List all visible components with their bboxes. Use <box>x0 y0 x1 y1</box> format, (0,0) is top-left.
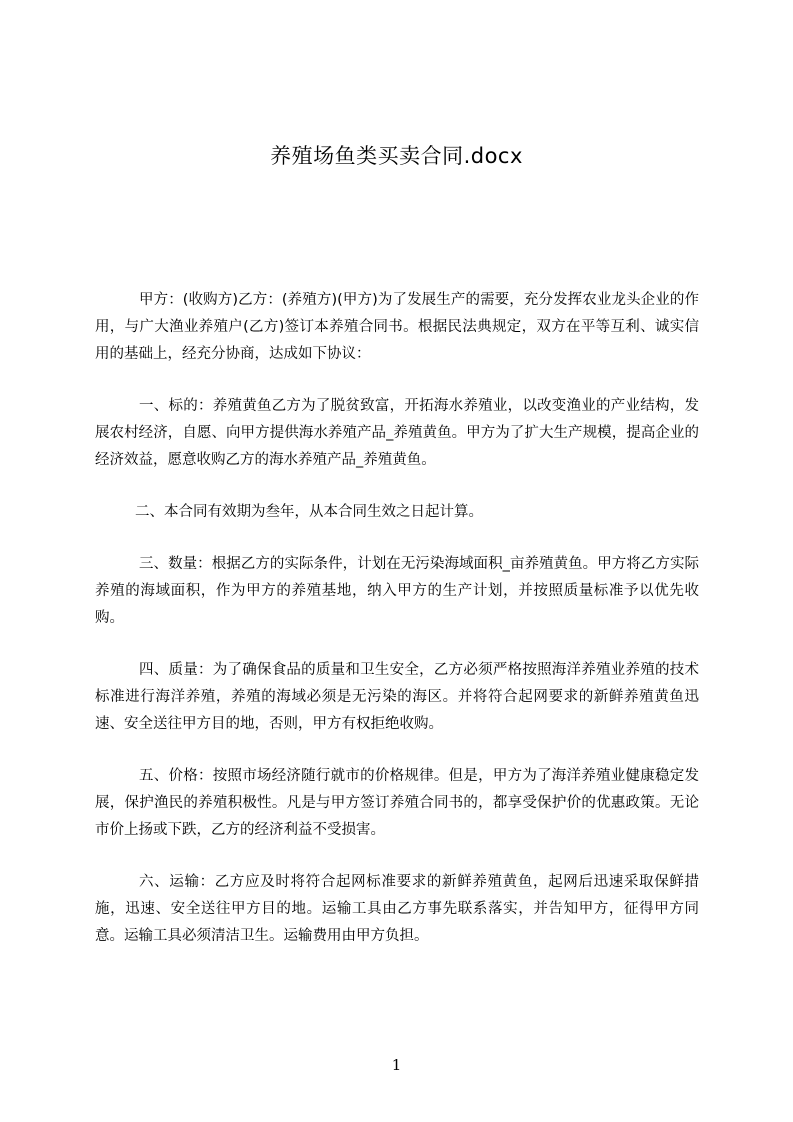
paragraph-term: 二、本合同有效期为叁年，从本合同生效之日起计算。 <box>135 504 483 520</box>
paragraph-price: 五、价格：按照市场经济随行就市的价格规律。但是，甲方为了海洋养殖业健康稳定发展，保护渔民的养殖积极性。凡是与甲方签订养殖合同书的，都享受保护价的优惠政策。无论市价上扬或下跌，乙方的经济利益不受损害。 <box>95 768 699 838</box>
paragraph-subject: 一、标的：养殖黄鱼乙方为了脱贫致富，开拓海水养殖业，以改变渔业的产业结构，发展农村经济，自愿、向甲方提供海水养殖产品_养殖黄鱼。甲方为了扩大生产规模，提高企业的经济效益，愿意收购乙方的海水养殖产品_养殖黄鱼。 <box>95 398 699 468</box>
paragraph-quantity: 三、数量：根据乙方的实际条件，计划在无污染海域面积_亩养殖黄鱼。甲方将乙方实际养殖的海域面积，作为甲方的养殖基地，纳入甲方的生产计划，并按照质量标准予以优先收购。 <box>95 556 699 626</box>
paragraph-transport: 六、运输：乙方应及时将符合起网标准要求的新鲜养殖黄鱼，起网后迅速采取保鲜措施，迅速、安全送往甲方目的地。运输工具由乙方事先联系落实，并告知甲方，征得甲方同意。运输工具必须清洁卫生。运输费用由甲方负担。 <box>95 874 699 944</box>
page-number: 1 <box>391 1056 402 1074</box>
document-title: 养殖场鱼类买卖合同.docx <box>270 144 523 168</box>
paragraph-parties: 甲方：(收购方)乙方：(养殖方)(甲方)为了发展生产的需要，充分发挥农业龙头企业的作用，与广大渔业养殖户(乙方)签订本养殖合同书。根据民法典规定，双方在平等互利、诚实信用的基础上，经充分协商，达成如下协议： <box>95 292 699 362</box>
paragraph-quality: 四、质量：为了确保食品的质量和卫生安全，乙方必须严格按照海洋养殖业养殖的技术标准进行海洋养殖，养殖的海域必须是无污染的海区。并将符合起网要求的新鲜养殖黄鱼迅速、安全送往甲方目的地，否则，甲方有权拒绝收购。 <box>95 662 699 732</box>
document-body <box>95 287 699 975</box>
